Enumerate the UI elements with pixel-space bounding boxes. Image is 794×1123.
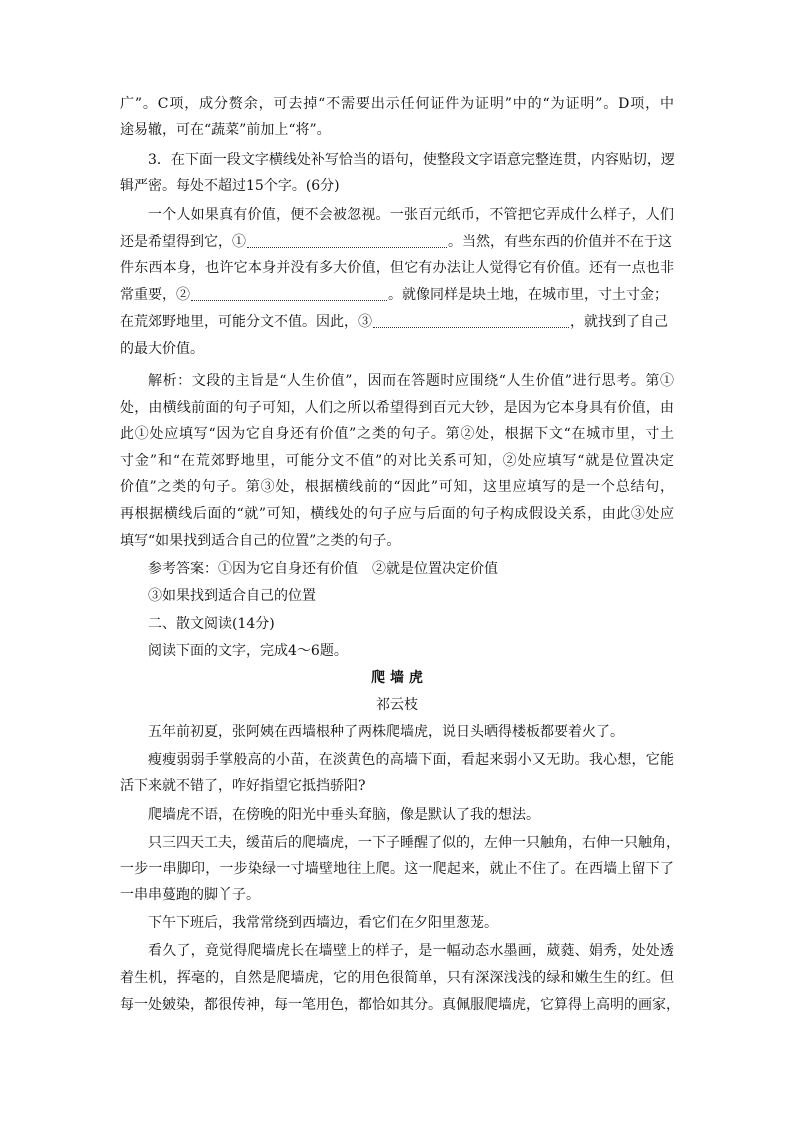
analysis-line: 此①处应填写“因为它自身还有价值”之类的句子。第②处，根据下文“在城市里，寸土 (120, 426, 674, 442)
blank-suffix: 。就像同样是块土地，在城市里，寸土寸金； (388, 287, 668, 303)
instruction: 阅读下面的文字，完成4～6题。 (148, 643, 348, 659)
answer-blank-1[interactable] (247, 233, 447, 248)
passage-line-with-blank (120, 230, 674, 254)
article-line: 一步一串脚印，一步染绿一寸墙壁地往上爬。这一爬起来，就止不住了。在西墙上留下了 (120, 861, 674, 877)
reference-answer: ③如果找到适合自己的位置 (148, 588, 316, 604)
article-title: 爬 墙 虎 (371, 670, 423, 686)
analysis-line: 填写“如果找到适合自己的位置”之类的句子。 (120, 533, 401, 549)
passage-line-with-blank (120, 283, 674, 307)
blank-prefix: 常重要，② (120, 287, 190, 303)
blank-suffix: 。当然，有些东西的价值并不在于这 (448, 234, 672, 250)
reference-answer: 参考答案：①因为它自身还有价值 ②就是位置决定价值 (148, 561, 498, 577)
analysis-line: 再根据横线后面的“就”可知，横线处的句子应与后面的句子构成假设关系，由此③处应 (120, 506, 674, 522)
answer-blank-2[interactable] (191, 286, 387, 301)
article-line: 瘦瘦弱弱手掌般高的小苗，在淡黄色的高墙下面，看起来弱小又无助。我心想，它能 (148, 752, 674, 768)
article-line: 爬墙虎不语，在傍晚的阳光中垂头耷脑，像是默认了我的想法。 (148, 807, 540, 823)
text-line: 辑严密。每处不超过15个字。(6分) (120, 178, 340, 194)
blank-prefix: 还是希望得到它，① (120, 234, 246, 250)
article-line: 下午下班后，我常常绕到西墙边，看它们在夕阳里葱茏。 (148, 915, 498, 931)
article-line: 只三四天工夫，缓苗后的爬墙虎，一下子睡醒了似的，左伸一只触角，右伸一只触角， (148, 835, 680, 851)
passage-line: 一个人如果真有价值，便不会被忽视。一张百元纸币，不管把它弄成什么样子，人们 (148, 207, 674, 223)
article-line: 看久了，竟觉得爬墙虎长在墙壁上的样子，是一幅动态水墨画，葳蕤、娟秀，处处透 (148, 943, 674, 959)
article-author: 祁云枝 (376, 697, 418, 713)
analysis-line: 处，由横线前面的句子可知，人们之所以希望得到百元大钞，是因为它本身具有价值，由 (120, 400, 674, 416)
article-line: 着生机，挥毫的，自然是爬墙虎，它的用色很简单，只有深深浅浅的绿和嫩生生的红。但 (120, 970, 674, 986)
article-line: 一串串蔓跑的脚丫子。 (120, 887, 260, 903)
passage-line: 的最大价值。 (120, 341, 204, 357)
section-heading: 二、散文阅读(14分) (148, 616, 275, 632)
question-3-line: 3．在下面一段文字横线处补写恰当的语句，使整段文字语意完整连贯，内容贴切，逻 (148, 152, 675, 168)
blank-prefix: 在荒郊野地里，可能分文不值。因此，③ (120, 314, 372, 330)
text-line: 广”。C项，成分赘余，可去掉“不需要出示任何证件为证明”中的“为证明”。D项，中 (120, 96, 674, 112)
article-line: 五年前初夏，张阿姨在西墙根种了两株爬墙虎，说日头晒得楼板都要着火了。 (148, 724, 624, 740)
text-line: 途易辙，可在“蔬菜”前加上“将”。 (120, 122, 331, 138)
answer-blank-3[interactable] (373, 313, 569, 328)
analysis-line: 价值”之类的句子。第③处，根据横线前的“因此”可知，这里应填写的是一个总结句， (120, 479, 674, 495)
article-line: 活下来就不错了，咋好指望它抵挡骄阳? (120, 778, 366, 794)
blank-suffix: ，就找到了自己 (570, 314, 668, 330)
passage-line-with-blank (120, 310, 674, 334)
article-line: 每一处皴染，都很传神，每一笔用色，都恰如其分。真佩服爬墙虎，它算得上高明的画家， (120, 997, 680, 1013)
analysis-line: 解析：文段的主旨是“人生价值”，因而在答题时应围绕“人生价值”进行思考。第① (148, 373, 674, 389)
passage-line: 件东西本身，也许它本身并没有多大价值，但它有办法让人觉得它有价值。还有一点也非 (120, 260, 674, 276)
analysis-line: 寸金”和“在荒郊野地里，可能分文不值”的对比关系可知，②处应填写“就是位置决定 (120, 453, 674, 469)
